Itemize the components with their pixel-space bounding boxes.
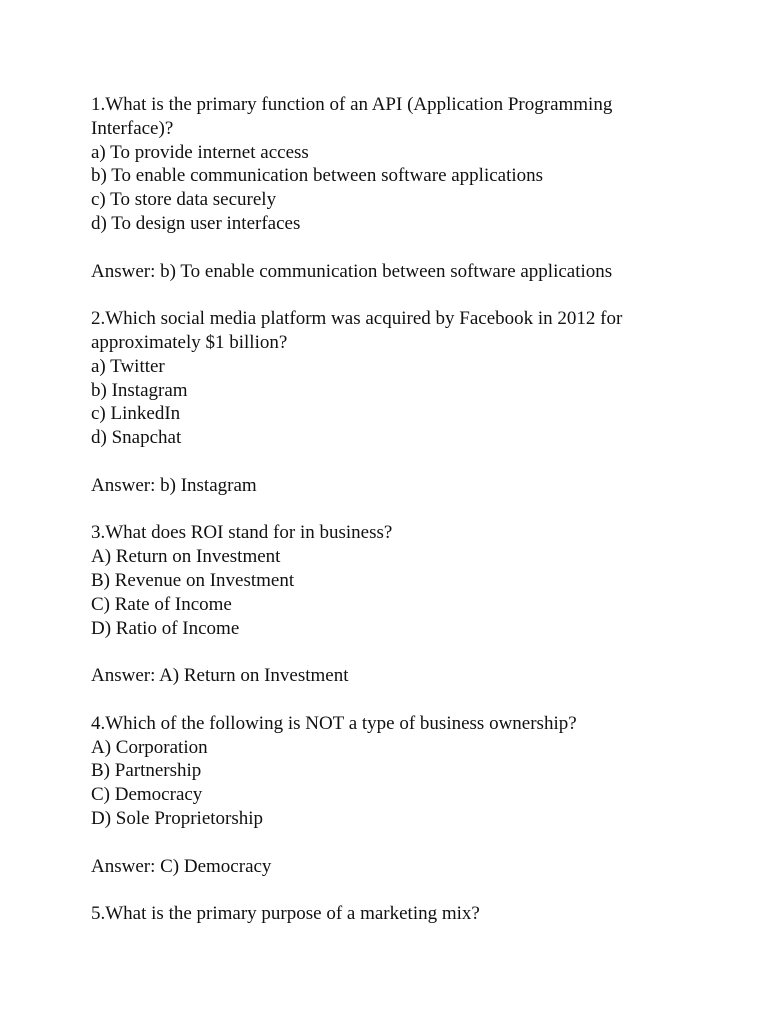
blank-line: [91, 236, 691, 260]
question-block-4: [91, 712, 691, 902]
option-c: c) To store data securely: [91, 189, 277, 211]
question-text: 4.Which of the following is NOT a type of business ownership?: [91, 712, 577, 734]
option-b: B) Revenue on Investment: [91, 569, 295, 591]
question-text: 5.What is the primary purpose of a marketing mix?: [91, 903, 480, 925]
blank-line: [91, 640, 691, 664]
blank-line: [91, 450, 691, 474]
blank-line: [91, 498, 691, 522]
blank-line: [91, 688, 691, 712]
option-a: A) Return on Investment: [91, 546, 281, 568]
question-text: 1.What is the primary function of an API (Application Programming Interface)?: [91, 94, 618, 139]
option-a: a) Twitter: [91, 355, 165, 377]
option-d: D) Ratio of Income: [91, 617, 240, 639]
option-a: a) To provide internet access: [91, 141, 309, 163]
option-b: b) Instagram: [91, 379, 188, 401]
option-a: A) Corporation: [91, 736, 208, 758]
answer-text: Answer: A) Return on Investment: [91, 665, 349, 687]
option-b: B) Partnership: [91, 760, 202, 782]
option-d: d) To design user interfaces: [91, 212, 301, 234]
blank-line: [91, 831, 691, 855]
question-block-3: [91, 521, 691, 711]
answer-text: Answer: C) Democracy: [91, 855, 272, 877]
question-text: 2.Which social media platform was acquired by Facebook in 2012 for approximately $1 billion?: [91, 308, 628, 353]
option-d: d) Snapchat: [91, 427, 182, 449]
question-block-5: [91, 902, 691, 926]
option-b: b) To enable communication between software applications: [91, 165, 544, 187]
answer-text: Answer: b) Instagram: [91, 474, 257, 496]
option-c: C) Democracy: [91, 784, 203, 806]
quiz-content: [91, 93, 691, 926]
question-text: 3.What does ROI stand for in business?: [91, 522, 393, 544]
question-block-1: [91, 93, 691, 307]
option-d: D) Sole Proprietorship: [91, 807, 264, 829]
answer-text: Answer: b) To enable communication between software applications: [91, 260, 613, 282]
option-c: C) Rate of Income: [91, 593, 232, 615]
blank-line: [91, 878, 691, 902]
option-c: c) LinkedIn: [91, 403, 181, 425]
blank-line: [91, 283, 691, 307]
question-block-2: [91, 307, 691, 521]
